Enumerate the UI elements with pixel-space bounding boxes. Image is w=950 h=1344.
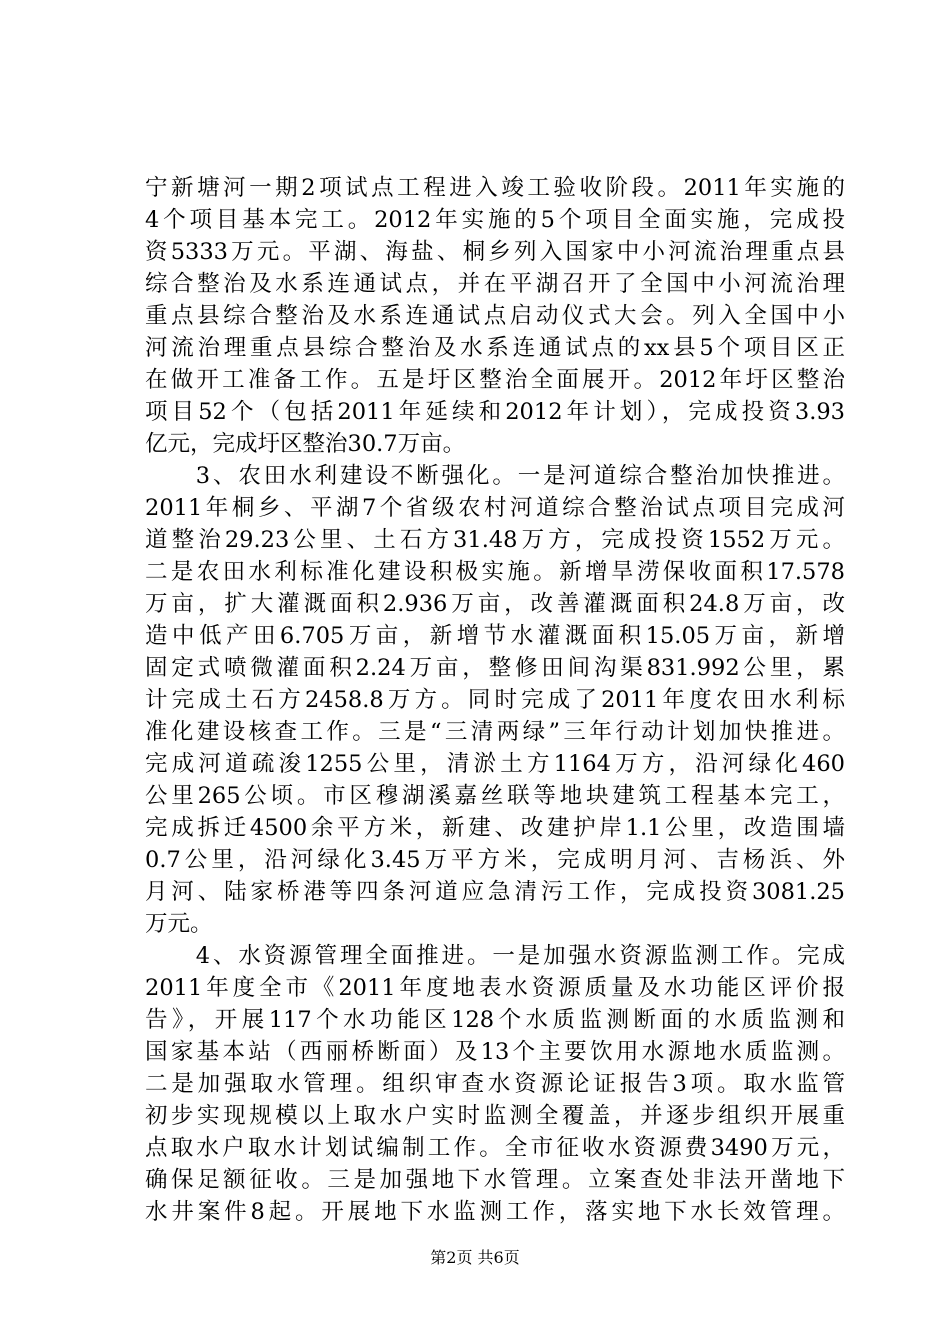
text-line: 确保足额征收。三是加强地下水管理。立案查处非法开凿地下 <box>145 1167 845 1193</box>
text-line: 完成河道疏浚1255公里，清淤土方1164万方，沿河绿化460 <box>145 751 845 777</box>
text-line: 万元。 <box>145 911 213 937</box>
text-line: 宁新塘河一期2项试点工程进入竣工验收阶段。2011年实施的 <box>145 175 845 201</box>
text-line: 万亩，扩大灌溉面积2.936万亩，改善灌溉面积24.8万亩，改 <box>145 591 845 617</box>
text-line: 初步实现规模以上取水户实时监测全覆盖，并逐步组织开展重 <box>145 1103 845 1129</box>
text-line: 4个项目基本完工。2012年实施的5个项目全面实施，完成投 <box>145 207 845 233</box>
text-line: 二是农田水利标准化建设积极实施。新增旱涝保收面积17.578 <box>145 559 845 585</box>
text-line: 0.7公里，沿河绿化3.45万平方米，完成明月河、吉杨浜、外 <box>145 847 845 873</box>
text-line: 在做开工准备工作。五是圩区整治全面展开。2012年圩区整治 <box>145 367 845 393</box>
document-body <box>145 172 845 1228</box>
text-line: 公里265公顷。市区穆湖溪嘉丝联等地块建筑工程基本完工， <box>145 783 845 809</box>
text-line: 计完成土石方2458.8万方。同时完成了2011年度农田水利标 <box>145 687 845 713</box>
text-line: 点取水户取水计划试编制工作。全市征收水资源费3490万元， <box>145 1135 845 1161</box>
text-line: 固定式喷微灌面积2.24万亩，整修田间沟渠831.992公里，累 <box>145 655 845 681</box>
text-line: 准化建设核查工作。三是“三清两绿”三年行动计划加快推进。 <box>145 719 845 745</box>
text-line: 资5333万元。平湖、海盐、桐乡列入国家中小河流治理重点县 <box>145 239 845 265</box>
text-line: 国家基本站（西丽桥断面）及13个主要饮用水源地水质监测。 <box>145 1039 845 1065</box>
text-line: 月河、陆家桥港等四条河道应急清污工作，完成投资3081.25 <box>145 879 845 905</box>
text-line: 亿元，完成圩区整治30.7万亩。 <box>145 431 466 457</box>
text-line: 二是加强取水管理。组织审查水资源论证报告3项。取水监管 <box>145 1071 845 1097</box>
text-line: 重点县综合整治及水系连通试点启动仪式大会。列入全国中小 <box>145 303 845 329</box>
page-footer: 第2页 共6页 <box>430 1248 520 1267</box>
text-line: 3、农田水利建设不断强化。一是河道综合整治加快推进。 <box>145 463 845 489</box>
text-line: 道整治29.23公里、土石方31.48万方，完成投资1552万元。 <box>145 527 845 553</box>
text-line: 2011年桐乡、平湖7个省级农村河道综合整治试点项目完成河 <box>145 495 845 521</box>
text-line: 告》，开展117个水功能区128个水质监测断面的水质监测和 <box>145 1007 845 1033</box>
text-line: 项目52个（包括2011年延续和2012年计划），完成投资3.93 <box>145 399 845 425</box>
text-line: 水井案件8起。开展地下水监测工作，落实地下水长效管理。 <box>145 1199 845 1225</box>
text-line: 完成拆迁4500余平方米，新建、改建护岸1.1公里，改造围墙 <box>145 815 845 841</box>
text-line: 2011年度全市《2011年度地表水资源质量及水功能区评价报 <box>145 975 845 1001</box>
text-line: 4、水资源管理全面推进。一是加强水资源监测工作。完成 <box>145 943 845 969</box>
text-line: 河流治理重点县综合整治及水系连通试点的xx县5个项目区正 <box>145 335 845 361</box>
text-line: 综合整治及水系连通试点，并在平湖召开了全国中小河流治理 <box>145 271 845 297</box>
text-line: 造中低产田6.705万亩，新增节水灌溉面积15.05万亩，新增 <box>145 623 845 649</box>
